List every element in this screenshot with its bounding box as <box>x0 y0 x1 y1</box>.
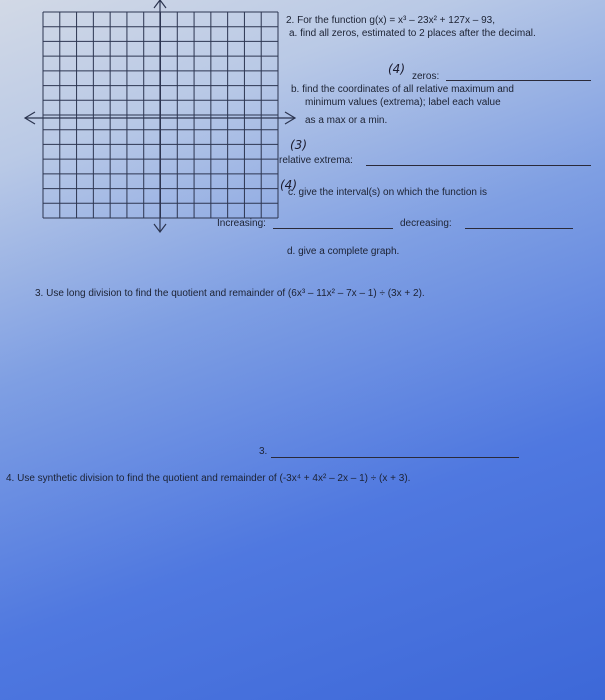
q3-text: 3. Use long division to find the quotient and remainder of (6x³ – 11x² – 7x – 1) ÷ (3x + 2). <box>35 288 425 299</box>
q2b-line2: minimum values (extrema); label each value <box>305 97 501 108</box>
q2a-points: (4) <box>388 62 405 76</box>
relative-extrema-label: relative extrema: <box>279 155 353 166</box>
q2-title: 2. For the function g(x) = x³ – 23x² + 127x – 93, <box>286 15 495 26</box>
increasing-label: Increasing: <box>217 218 266 229</box>
q2b-line3: as a max or a min. <box>305 115 388 126</box>
decreasing-label: decreasing: <box>400 218 452 229</box>
q2b-points: (3) <box>290 138 307 152</box>
q2c-text: c. give the interval(s) on which the function is <box>288 187 487 198</box>
q2b-line1: b. find the coordinates of all relative maximum and <box>291 84 514 95</box>
q2a-text: a. find all zeros, estimated to 2 places after the decimal. <box>289 28 536 39</box>
extrema-answer-line[interactable] <box>366 165 591 166</box>
q4-text: 4. Use synthetic division to find the quotient and remainder of (-3x⁴ + 4x² – 2x – 1) ÷ (x + 3). <box>6 473 411 484</box>
q2c-points: (4) <box>280 178 297 192</box>
zeros-answer-line[interactable] <box>446 80 591 81</box>
zeros-label: zeros: <box>412 71 440 82</box>
decreasing-answer-line[interactable] <box>465 228 573 229</box>
q3-answer-label: 3. <box>259 446 268 457</box>
increasing-answer-line[interactable] <box>273 228 393 229</box>
q2d-text: d. give a complete graph. <box>287 246 400 257</box>
q3-answer-line[interactable] <box>271 457 519 458</box>
